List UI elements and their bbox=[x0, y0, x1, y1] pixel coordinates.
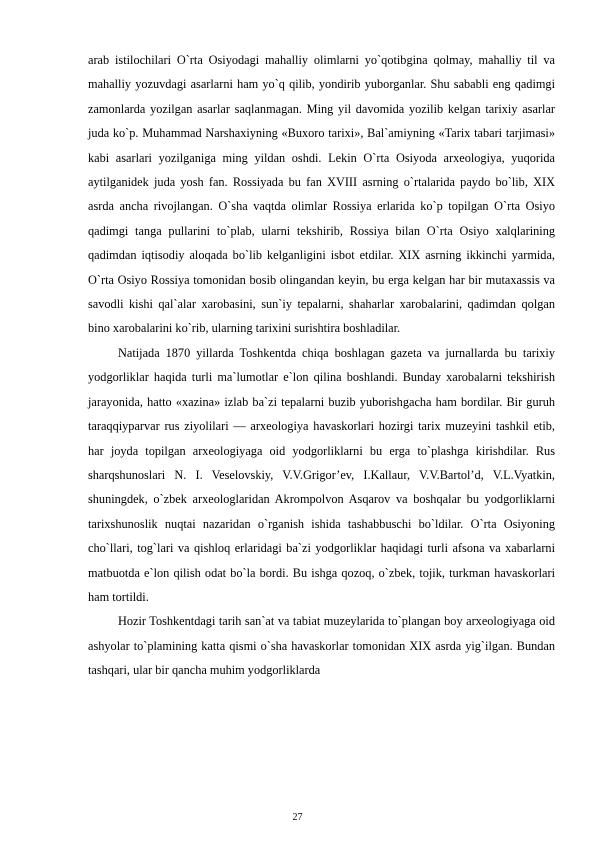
document-page bbox=[88, 48, 555, 683]
paragraph-2: Natijada 1870 yillarda Toshkentda chiqa boshlagan gazeta va jurnallarda bu tarixiy yodgorliklar haqida turli ma`lumotlar e`lon qilina boshlandi. Bunday xarobalarni tekshirish jarayonida, hatto «xazina» izlab ba`zi tepalarni buzib yuborishgacha ham bordilar. Bir guruh taraqqiyparvar rus ziyolilari — arxeologiya havaskorlari hozirgi tarix muzeyini tashkil etib, har joyda topilgan arxeologiyaga oid yodgorliklarni bu erga to`plashga kirishdilar. Rus sharqshunoslari N. I. Veselovskiy, V.V.Grigor’ev, I.Kallaur, V.V.Bartol’d, V.L.Vyatkin, shuningdek, o`zbek arxeologlaridan Akrompolvon Asqarov va boshqalar bu yodgorliklarni tarixshunoslik nuqtai nazaridan o`rganish ishida tashabbuschi bo`ldilar. O`rta Osiyoning cho`llari, tog`lari va qishloq erlaridagi ba`zi yodgorliklar haqidagi turli afsona va xabarlarni matbuotda e`lon qilish odat bo`la bordi. Bu ishga qozoq, o`zbek, tojik, turkman havaskorlari ham tortildi. bbox=[88, 345, 555, 604]
page-number: 27 bbox=[292, 812, 303, 823]
paragraph-3: Hozir Toshkentdagi tarih san`at va tabiat muzeylarida to`plangan boy arxeologiyaga oid ashyolar to`plamining katta qismi o`sha havaskorlar tomonidan XIX asrda yig`ilgan. Bundan tashqari, ular bir qancha muhim yodgorliklarda bbox=[88, 614, 555, 678]
paragraph-1: arab istilochilari O`rta Osiyodagi mahalliy olimlarni yo`qotibgina qolmay, mahalliy til va mahalliy yozuvdagi asarlarni ham yo`q qilib, yondirib yuborganlar. Shu sababli eng qadimgi zamonlarda yozilgan asarlar saqlanmagan. Ming yil davomida yozilib kelgan tarixiy asarlar juda ko`p. Muhammad Narshaxiyning «Buxoro tarixi», Bal`amiyning «Tarix tabari tarjimasi» kabi asarlari yozilganiga ming yildan oshdi. Lekin O`rta Osiyoda arxeologiya, yuqorida aytilganidek juda yosh fan. Rossiyada bu fan XVIII asrning o`rtalarida paydo bo`lib, XIX asrda ancha rivojlangan. O`sha vaqtda olimlar Rossiya erlarida ko`p topilgan O`rta Osiyo qadimgi tanga pullarini to`plab, ularni tekshirib, Rossiya bilan O`rta Osiyo xalqlarining qadimdan iqtisodiy aloqada bo`lib kelganligini isbot etdilar. XIX asrning ikkinchi yarmida, O`rta Osiyo Rossiya tomonidan bosib olingandan keyin, bu erga kelgan har bir mutaxassis va savodli kishi qal`alar xarobasini, sun`iy tepalarni, shaharlar xarobalarini, qadimdan qolgan bino xarobalarini ko`rib, ularning tarixini surishtira boshladilar. bbox=[88, 53, 555, 336]
